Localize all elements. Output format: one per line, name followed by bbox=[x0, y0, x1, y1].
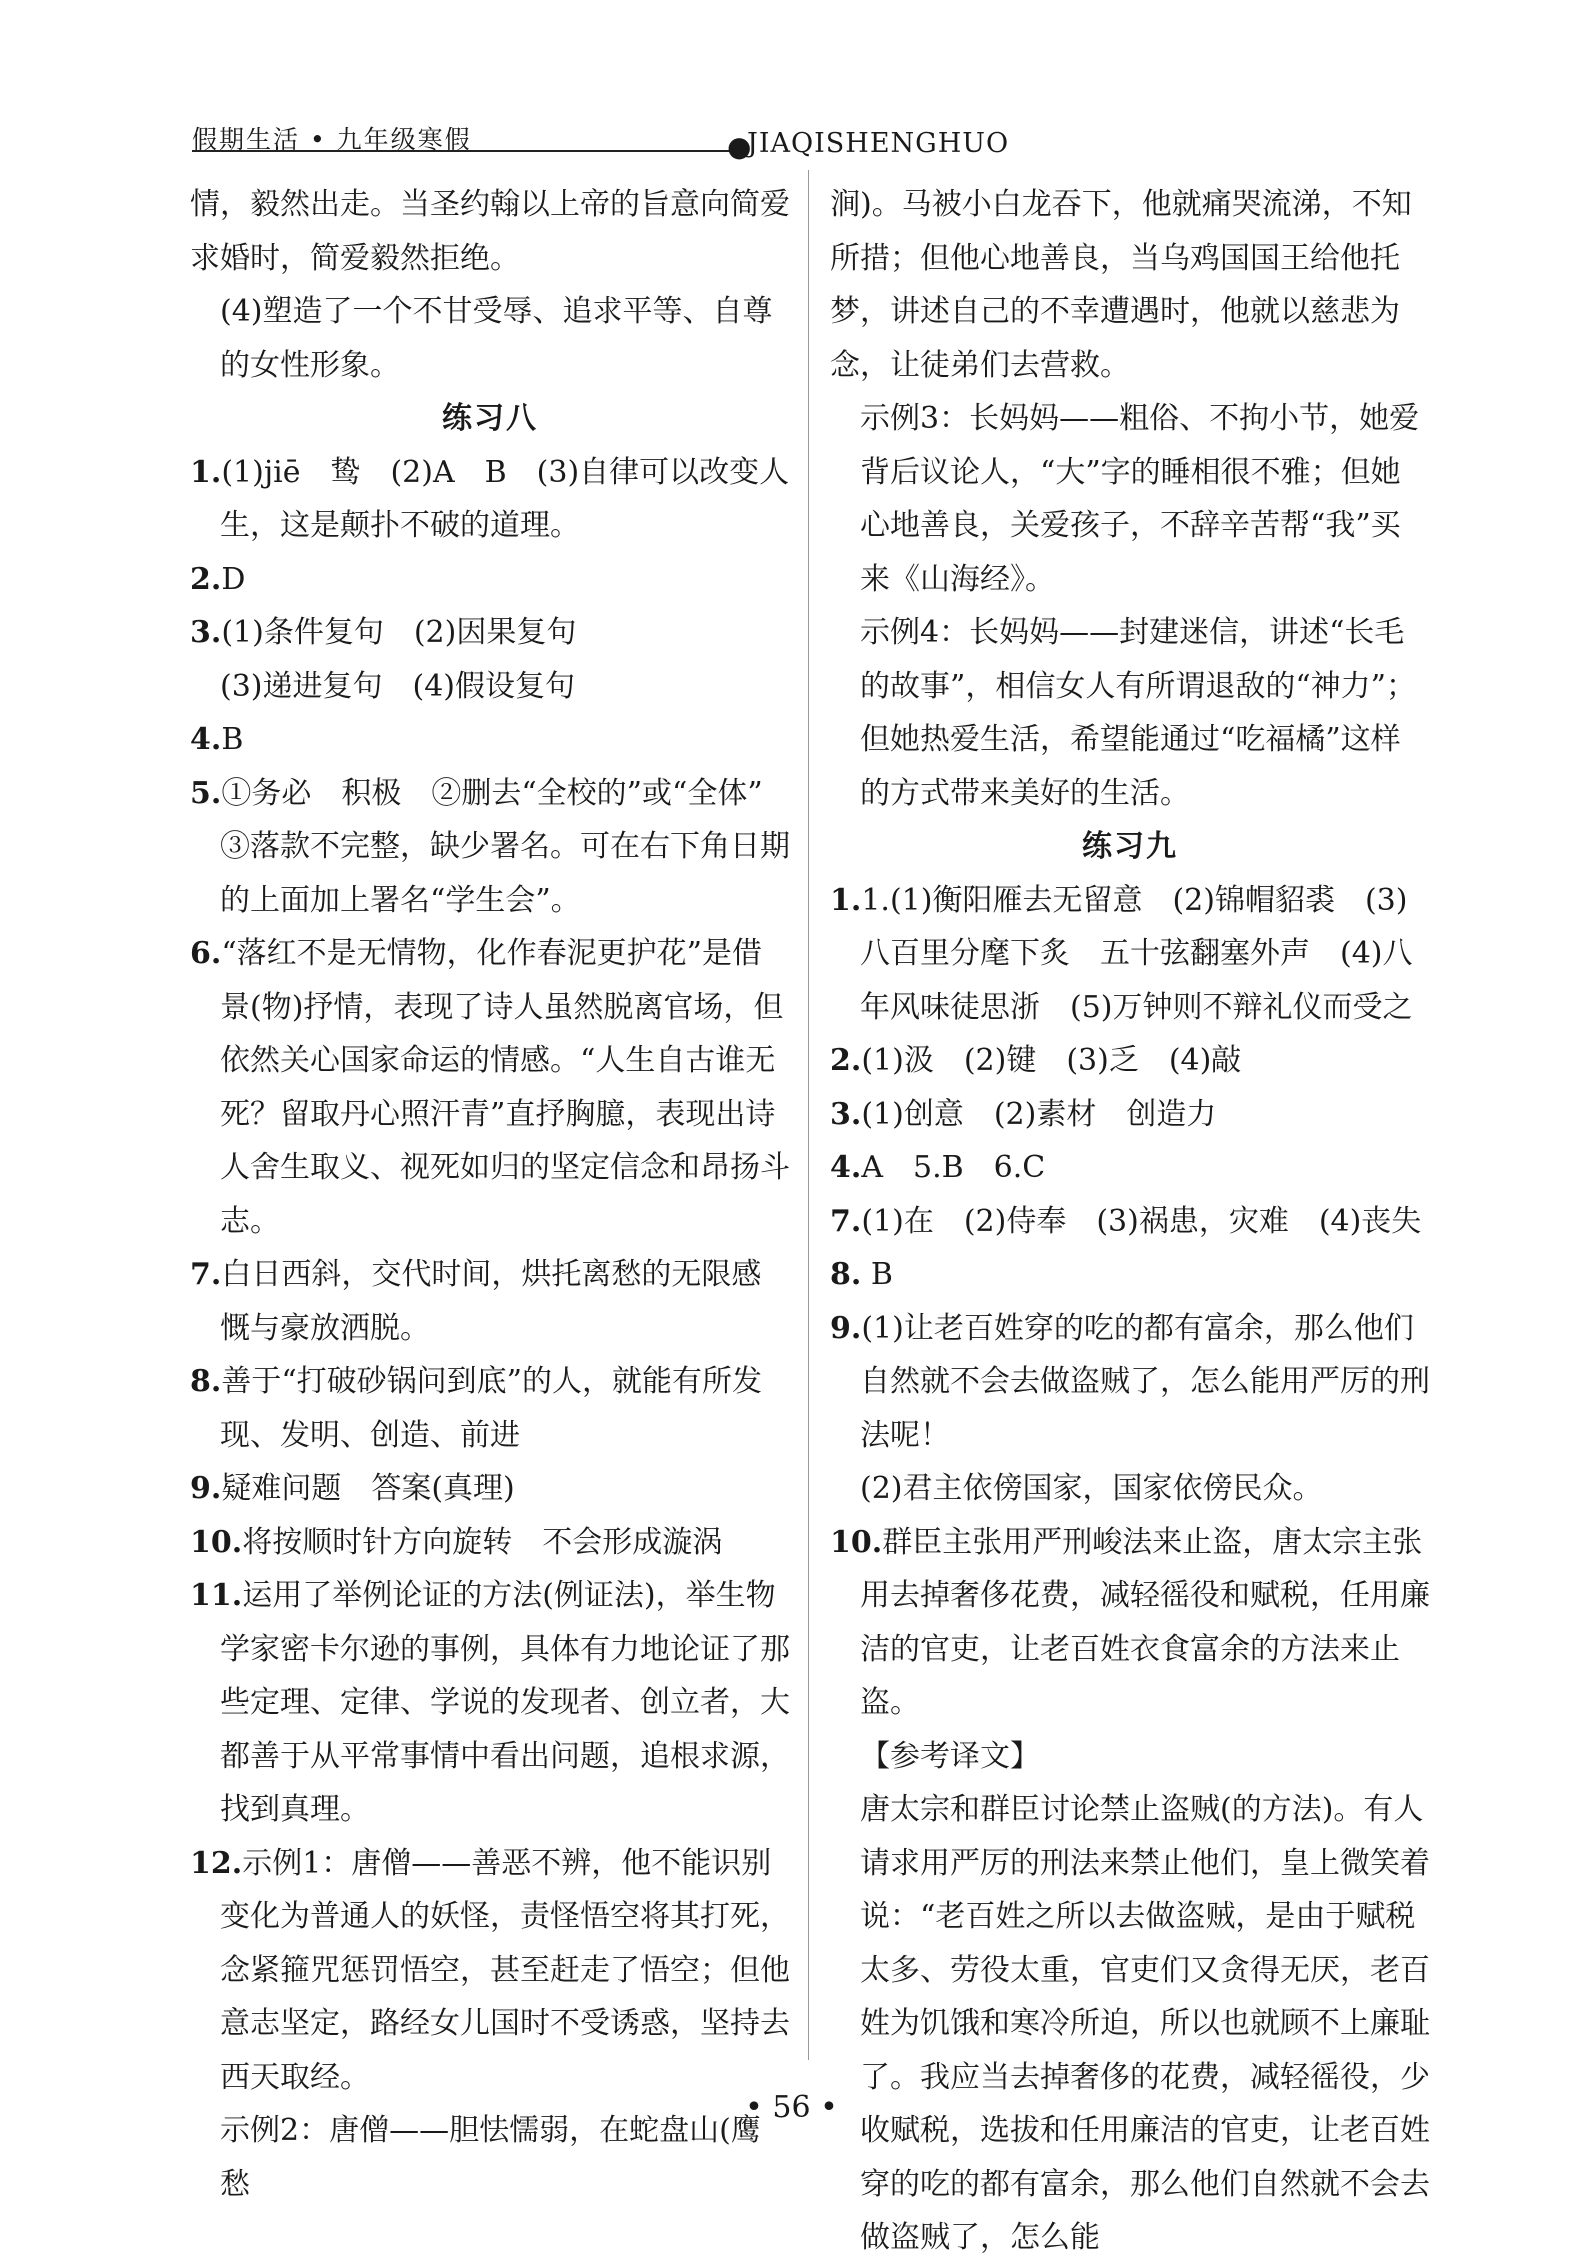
answer-number: 7. bbox=[190, 1257, 222, 1292]
answer-item bbox=[190, 1569, 790, 1837]
answer-number: 8. bbox=[190, 1364, 222, 1399]
answer-item bbox=[190, 927, 790, 1248]
answer-paragraph: (4)塑造了一个不甘受辱、追求平等、自尊的女性形象。 bbox=[220, 294, 773, 383]
answer-number: 11. bbox=[190, 1578, 243, 1613]
answer-text: B bbox=[221, 722, 244, 757]
answer-item bbox=[830, 874, 1430, 1035]
answer-item bbox=[190, 1355, 790, 1462]
answer-number: 2. bbox=[830, 1043, 862, 1078]
column-divider bbox=[808, 170, 809, 2060]
answer-number: 10. bbox=[830, 1524, 883, 1560]
answer-number: 5. bbox=[190, 775, 222, 811]
answer-number: 8. bbox=[830, 1257, 862, 1292]
answer-text: 1.(1)衡阳雁去无留意 (2)锦帽貂裘 (3)八百里分麾下炙 五十弦翻塞外声 (4)八年风味徒思浙 (5)万钟则不辩礼仪而受之 bbox=[860, 882, 1413, 1025]
answer-paragraph: 示例2：唐僧——胆怯懦弱，在蛇盘山(鹰愁 bbox=[220, 2113, 761, 2202]
answer-item bbox=[830, 1248, 1430, 1302]
answer-text: 群臣主张用严刑峻法来止盗，唐太宗主张用去掉奢侈花费，减轻徭役和赋税，任用廉洁的官吏，让老百姓衣食富余的方法来止盗。 bbox=[860, 1524, 1430, 1720]
header-rule bbox=[192, 150, 732, 152]
answer-number: 4. bbox=[190, 722, 222, 757]
answer-item bbox=[190, 606, 790, 660]
answer-text: “落红不是无情物，化作春泥更护花”是借景(物)抒情，表现了诗人虽然脱离官场，但依然关心国家命运的情感。“人生自古谁无死？留取丹心照汗青”直抒胸臆，表现出诗人舍生取义、视死如归的坚定信念和昂扬斗志。 bbox=[220, 936, 790, 1239]
answer-text: (1)在 (2)侍奉 (3)祸患，灾难 (4)丧失 bbox=[861, 1203, 1422, 1239]
header-title: 假期生活 • 九年级寒假 bbox=[192, 125, 472, 154]
answer-item bbox=[830, 1195, 1430, 1249]
answer-text: (1)条件复句 (2)因果复句 bbox=[221, 615, 577, 650]
answer-number: 9. bbox=[190, 1471, 222, 1506]
answer-number: 3. bbox=[190, 615, 222, 650]
answer-item bbox=[830, 1302, 1430, 1463]
answer-text: 将按顺时针方向旋转 不会形成漩涡 bbox=[242, 1524, 723, 1560]
answer-item bbox=[830, 1516, 1430, 1730]
answer-number: 9. bbox=[830, 1310, 862, 1346]
answer-text: 疑难问题 答案(真理) bbox=[221, 1471, 515, 1506]
answer-item bbox=[190, 1462, 790, 1516]
header-pinyin: JIAQISHENGHUO bbox=[747, 128, 1010, 159]
answer-text: 白日西斜，交代时间，烘托离愁的无限感慨与豪放洒脱。 bbox=[220, 1257, 762, 1346]
answer-text: ①务必 积极 ②删去“全校的”或“全体” ③落款不完整，缺少署名。可在右下角日期的上面加上署名“学生会”。 bbox=[220, 775, 793, 918]
answer-item bbox=[190, 446, 790, 553]
answer-number: 3. bbox=[830, 1096, 862, 1132]
answer-number: 4. bbox=[830, 1150, 862, 1185]
answer-text: B bbox=[861, 1257, 893, 1292]
continued-paragraph: 情，毅然出走。当圣约翰以上帝的旨意向简爱求婚时，简爱毅然拒绝。 bbox=[190, 187, 790, 276]
answer-paragraph: 示例3：长妈妈——粗俗、不拘小节，她爱背后议论人，“大”字的睡相很不雅；但她心地善良，关爱孩子，不辞辛苦帮“我”买来《山海经》。 bbox=[860, 401, 1420, 597]
page-header bbox=[192, 120, 1392, 170]
header-bullet: ● bbox=[727, 130, 752, 163]
answer-text: (1)创意 (2)素材 创造力 bbox=[861, 1096, 1217, 1132]
answer-item bbox=[830, 1088, 1430, 1142]
answer-text: 善于“打破砂锅问到底”的人，就能有所发现、发明、创造、前进 bbox=[220, 1364, 763, 1453]
answer-text: (1)汲 (2)键 (3)乏 (4)敲 bbox=[861, 1043, 1242, 1078]
answer-text: D bbox=[221, 561, 246, 597]
answer-item bbox=[190, 553, 790, 607]
answer-item bbox=[830, 1034, 1430, 1088]
answer-paragraph: 示例4：长妈妈——封建迷信，讲述“长毛的故事”，相信女人有所谓退敌的“神力”；但她热爱生活，希望能通过“吃福橘”这样的方式带来美好的生活。 bbox=[860, 615, 1417, 811]
answer-number: 1. bbox=[190, 454, 222, 490]
answer-number: 2. bbox=[190, 561, 222, 597]
answer-number: 1. bbox=[830, 882, 862, 918]
answer-text: 运用了举例论证的方法(例证法)，举生物学家密卡尔逊的事例，具体有力地论证了那些定理、定律、学说的发现者、创立者，大都善于从平常事情中看出问题，追根求源，找到真理。 bbox=[220, 1578, 790, 1827]
answer-paragraph: (3)递进复句 (4)假设复句 bbox=[220, 668, 575, 704]
answer-text: 示例1：唐僧——善恶不辨，他不能识别变化为普通人的妖怪，责怪悟空将其打死，念紧箍咒惩罚悟空，甚至赶走了悟空；但他意志坚定，路经女儿国时不受诱惑，坚持去西天取经。 bbox=[220, 1845, 790, 2095]
answer-item bbox=[190, 1516, 790, 1570]
answer-paragraph: 唐太宗和群臣讨论禁止盗贼(的方法)。有人请求用严厉的刑法来禁止他们，皇上微笑着说：“老百姓之所以去做盗贼，是由于赋税太多、劳役太重，官吏们又贪得无厌，老百姓为饥饿和寒冷所迫，所以也就顾不上廉耻了。我应当去掉奢侈的花费，减轻徭役，少收赋税，选拔和任用廉洁的官吏，让老百姓穿的吃的都有富余，那么他们自然就不会去做盗贼了，怎么能 bbox=[860, 1792, 1430, 2255]
page-number: • 56 • bbox=[745, 2090, 838, 2125]
right-column bbox=[830, 178, 1430, 2265]
section-title: 练习八 bbox=[442, 401, 538, 436]
answer-number: 6. bbox=[190, 936, 222, 971]
answer-number: 7. bbox=[830, 1203, 862, 1239]
answer-item bbox=[190, 1248, 790, 1355]
answer-number: 12. bbox=[190, 1845, 243, 1881]
answer-text: A 5.B 6.C bbox=[861, 1150, 1046, 1185]
answer-item bbox=[190, 1837, 790, 2105]
answer-text: (1)让老百姓穿的吃的都有富余，那么他们自然就不会去做盗贼了，怎么能用严厉的刑法呢！ bbox=[860, 1310, 1430, 1453]
section-title: 练习九 bbox=[1082, 829, 1178, 864]
continued-paragraph: 涧)。马被小白龙吞下，他就痛哭流涕，不知所措；但他心地善良，当乌鸡国国王给他托梦，讲述自己的不幸遭遇时，他就以慈悲为念，让徒弟们去营救。 bbox=[830, 187, 1412, 383]
answer-text: (1)jiē 鸷 (2)A B (3)自律可以改变人生，这是颠扑不破的道理。 bbox=[220, 454, 790, 543]
answer-item bbox=[830, 1141, 1430, 1195]
answer-number: 10. bbox=[190, 1524, 243, 1560]
answer-paragraph: 【参考译文】 bbox=[860, 1738, 1040, 1774]
answer-item bbox=[190, 767, 793, 928]
answer-item bbox=[190, 713, 790, 767]
answer-paragraph: (2)君主依傍国家，国家依傍民众。 bbox=[860, 1471, 1323, 1506]
